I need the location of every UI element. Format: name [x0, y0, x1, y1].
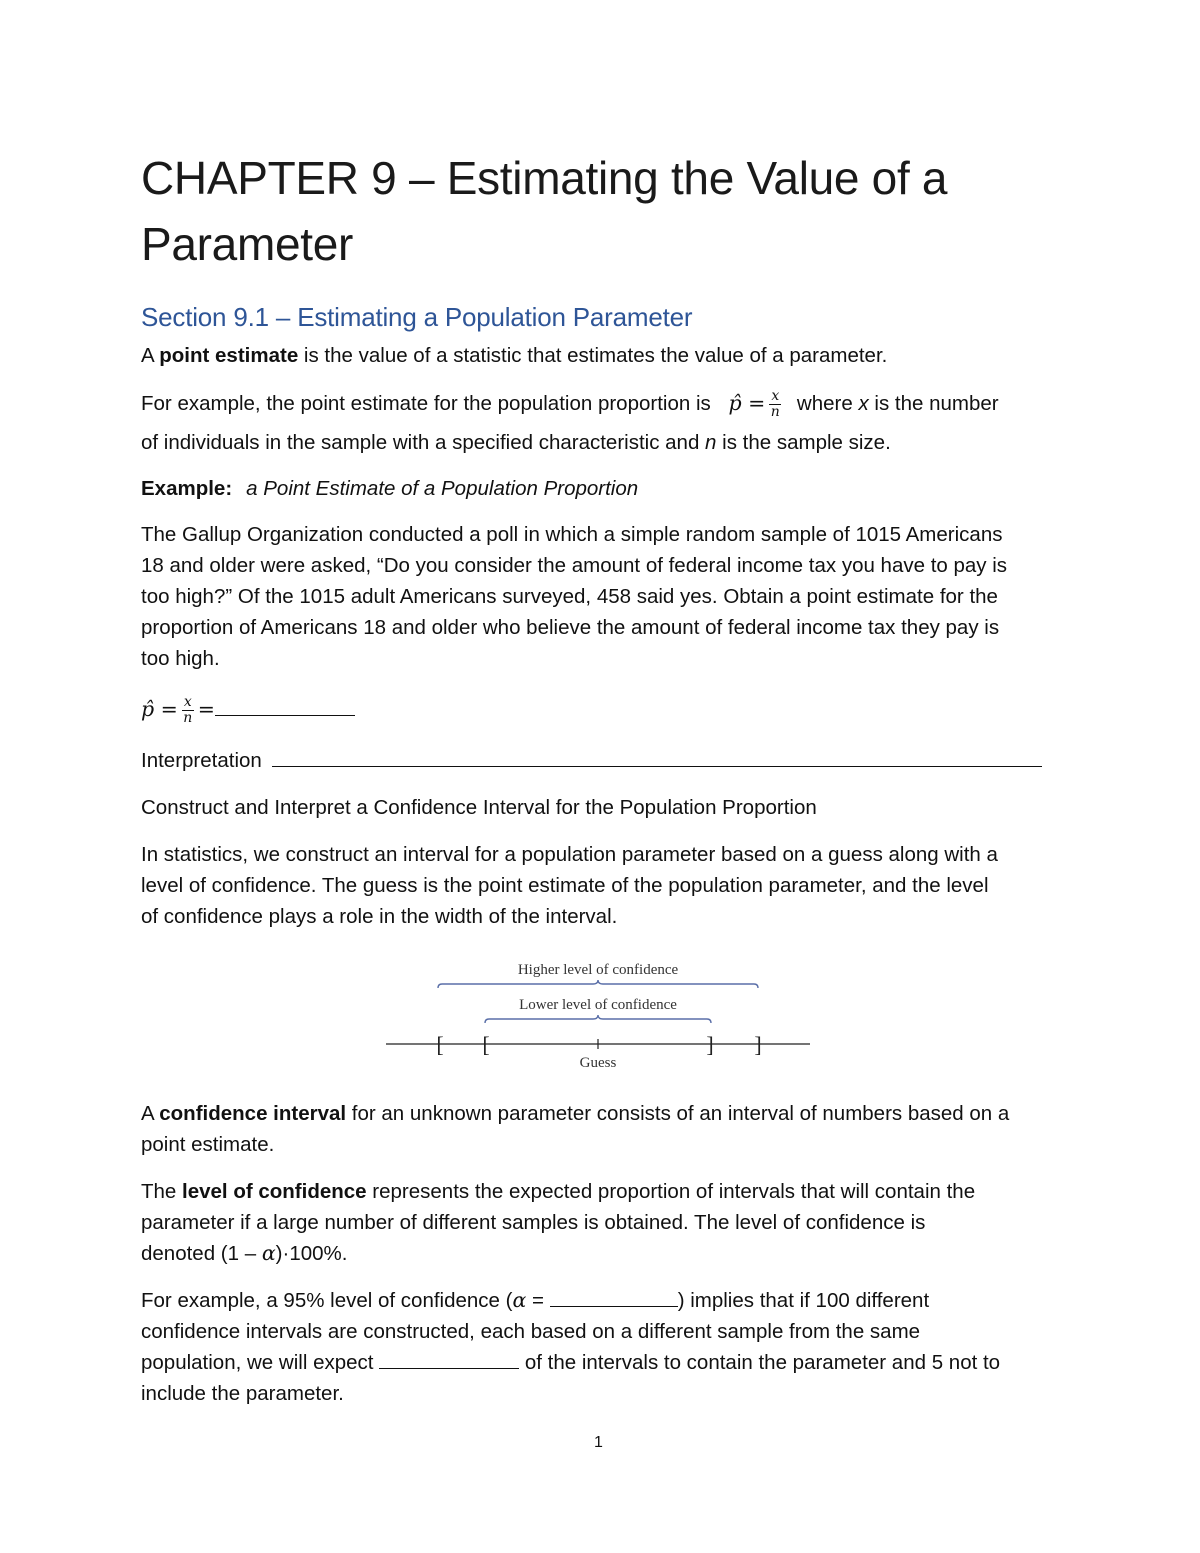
- paragraph-line: [141, 1176, 975, 1207]
- chapter-title-line1: CHAPTER 9 – Estimating the Value of a: [141, 152, 948, 204]
- example-label: Example:: [141, 477, 233, 500]
- p-hat-symbol: p̂ =: [728, 391, 766, 415]
- guess-label: Guess: [579, 1055, 617, 1071]
- gallup-paragraph: [141, 519, 1007, 674]
- paragraph-line: [141, 1238, 975, 1269]
- paragraph-line: too high?” Of the 1015 adult Americans surveyed, 458 said yes. Obtain a point estimate for the: [141, 585, 998, 608]
- page-number: 1: [594, 1434, 603, 1451]
- text: =: [526, 1289, 550, 1312]
- text-rest: is the value of a statistic that estimates the value of a parameter.: [298, 344, 888, 367]
- alpha-symbol: α: [512, 1288, 527, 1312]
- text-lead: A: [141, 344, 160, 367]
- paragraph-line: too high.: [141, 647, 220, 670]
- lower-confidence-label: Lower level of confidence: [519, 997, 677, 1013]
- higher-confidence-brace: [438, 980, 758, 988]
- text: for an unknown parameter consists of an interval of numbers based on a: [346, 1102, 1010, 1125]
- paragraph-line: [141, 1347, 1000, 1378]
- higher-confidence-label: Higher level of confidence: [517, 962, 679, 978]
- paragraph-line: level of confidence. The guess is the point estimate of the population parameter, and the level: [141, 874, 989, 897]
- text: represents the expected proportion of intervals that will contain the: [366, 1180, 976, 1203]
- paragraph-line: confidence intervals are constructed, each based on a different sample from the same: [141, 1320, 921, 1343]
- text: For example, the point estimate for the population proportion is: [141, 392, 711, 415]
- answer-blank[interactable]: [215, 695, 355, 716]
- text: The: [141, 1180, 183, 1203]
- fraction-numerator: x: [771, 388, 780, 405]
- point-estimate-definition: [141, 340, 887, 371]
- equals-sign: =: [197, 697, 215, 721]
- fraction-numerator: x: [183, 694, 192, 711]
- outer-left-bracket: [: [436, 1032, 444, 1057]
- paragraph-line: [141, 1098, 1009, 1129]
- interpretation-line: [141, 745, 1042, 776]
- p-hat-symbol: p̂ =: [141, 697, 178, 721]
- paragraph-line: In statistics, we construct an interval for a population parameter based on a guess along with a: [141, 843, 998, 866]
- text: is the sample size.: [716, 431, 891, 454]
- expected-count-blank[interactable]: [379, 1348, 519, 1369]
- confidence-interval-figure: [380, 955, 820, 1075]
- paragraph-line: The Gallup Organization conducted a poll in which a simple random sample of 1015 Americans: [141, 523, 1003, 546]
- interpretation-label: Interpretation: [141, 749, 262, 772]
- fraction-x-over-n: [182, 695, 194, 726]
- interpretation-blank[interactable]: [272, 746, 1042, 767]
- confidence-interval-definition: [141, 1098, 1009, 1160]
- chapter-title-line2: Parameter: [141, 218, 354, 270]
- inner-left-bracket: [: [482, 1032, 490, 1057]
- level-of-confidence-definition: [141, 1176, 975, 1269]
- text: ) implies that if 100 different: [677, 1289, 930, 1312]
- paragraph-line: point estimate.: [141, 1133, 275, 1156]
- inner-right-bracket: ]: [706, 1032, 714, 1057]
- example-heading: [141, 473, 638, 504]
- ci-heading: Construct and Interpret a Confidence Interval for the Population Proportion: [141, 796, 817, 819]
- section-title: Section 9.1 – Estimating a Population Parameter: [141, 302, 693, 332]
- fraction-x-over-n: [769, 389, 781, 420]
- fraction-denominator: n: [770, 404, 780, 421]
- term-point-estimate: point estimate: [159, 344, 299, 367]
- text: population, we will expect: [141, 1351, 380, 1374]
- fraction-denominator: n: [183, 710, 193, 727]
- alpha-answer-blank[interactable]: [550, 1286, 678, 1307]
- paragraph-line: 18 and older were asked, “Do you consider the amount of federal income tax you have to pay is: [141, 554, 1008, 577]
- example-subtitle: a Point Estimate of a Population Proportion: [246, 477, 639, 500]
- text: A: [141, 1102, 160, 1125]
- outer-right-bracket: ]: [754, 1032, 762, 1057]
- text: is the number: [868, 392, 999, 415]
- var-n: n: [705, 431, 717, 454]
- text: of individuals in the sample with a specified characteristic and: [141, 431, 706, 454]
- statistics-paragraph: [141, 839, 998, 932]
- for-example-line2: [141, 427, 891, 458]
- paragraph-line: proportion of Americans 18 and older who believe the amount of federal income tax they pay is: [141, 616, 1000, 639]
- for-example-line1: [141, 388, 999, 420]
- paragraph-line: of confidence plays a role in the width of the interval.: [141, 905, 618, 928]
- term-level-of-confidence: level of confidence: [182, 1180, 367, 1203]
- paragraph-line: parameter if a large number of different samples is obtained. The level of confidence is: [141, 1211, 926, 1234]
- term-confidence-interval: confidence interval: [159, 1102, 347, 1125]
- text: For example, a 95% level of confidence (: [141, 1289, 513, 1312]
- text: )·100%.: [275, 1242, 348, 1265]
- paragraph-line: [141, 1285, 1000, 1316]
- var-x: x: [858, 392, 869, 415]
- alpha-symbol: α: [261, 1241, 276, 1265]
- example-95-paragraph: [141, 1285, 1000, 1409]
- lower-confidence-brace: [485, 1015, 711, 1023]
- p-hat-equation: [141, 694, 355, 726]
- paragraph-line: include the parameter.: [141, 1382, 344, 1405]
- text: where: [796, 392, 859, 415]
- text: denoted (1 –: [141, 1242, 262, 1265]
- text: of the intervals to contain the parameter and 5 not to: [519, 1351, 1001, 1374]
